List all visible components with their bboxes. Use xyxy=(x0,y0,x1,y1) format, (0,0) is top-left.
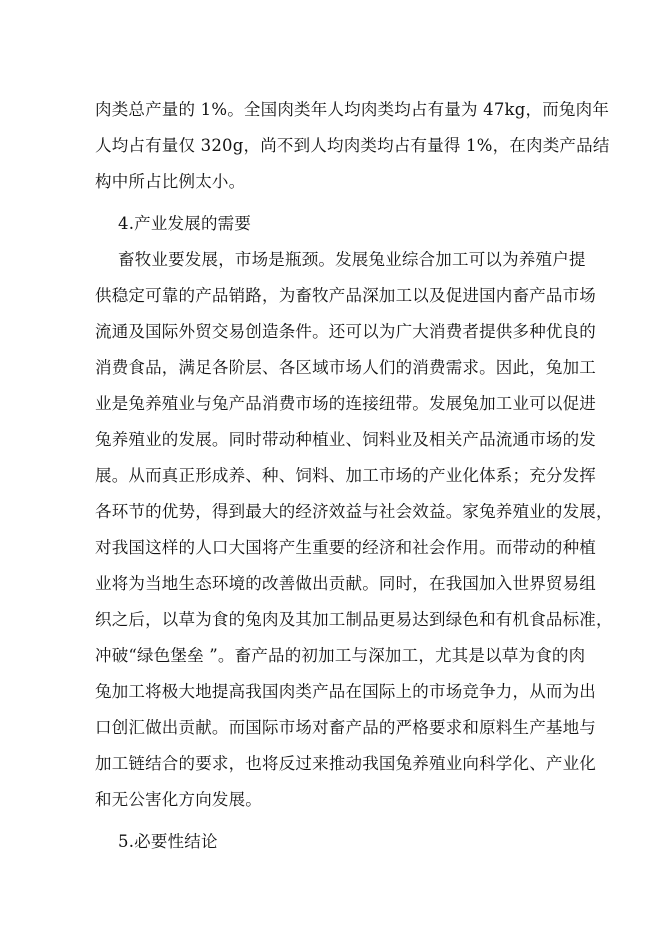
paragraph-line: 业将为当地生态环境的改善做出贡献。同时，在我国加入世界贸易组 xyxy=(95,574,596,593)
paragraph-line: 业是兔养殖业与兔产品消费市场的连接纽带。发展兔加工业可以促进 xyxy=(95,394,596,413)
paragraph-line: 供稳定可靠的产品销路，为畜牧产品深加工以及促进国内畜产品市场 xyxy=(95,286,596,305)
paragraph-line: 和无公害化方向发展。 xyxy=(95,790,262,809)
paragraph-line: 流通及国际外贸交易创造条件。还可以为广大消费者提供多种优良的 xyxy=(95,322,596,341)
paragraph-line: 各环节的优势，得到最大的经济效益与社会效益。家兔养殖业的发展， xyxy=(95,502,613,521)
paragraph-line: 冲破“绿色堡垒 ”。畜产品的初加工与深加工，尤其是以草为食的肉 xyxy=(95,646,586,665)
paragraph-line: 加工链结合的要求，也将反过来推动我国兔养殖业向科学化、产业化 xyxy=(95,754,596,773)
section-5-heading: 5.必要性结论 xyxy=(118,832,218,851)
paragraph-line: 人均占有量仅 320g，尚不到人均肉类均占有量得 1%，在肉类产品结 xyxy=(95,136,610,155)
section-4-heading: 4.产业发展的需要 xyxy=(118,214,252,233)
paragraph-line: 织之后，以草为食的兔肉及其加工制品更易达到绿色和有机食品标准， xyxy=(95,610,613,629)
paragraph-line: 兔加工将极大地提高我国肉类产品在国际上的市场竞争力，从而为出 xyxy=(95,682,596,701)
paragraph-line: 消费食品，满足各阶层、各区域市场人们的消费需求。因此，兔加工 xyxy=(95,358,596,377)
paragraph-line: 肉类总产量的 1%。全国肉类年人均肉类均占有量为 47kg，而兔肉年 xyxy=(95,100,610,119)
paragraph-line: 对我国这样的人口大国将产生重要的经济和社会作用。而带动的种植 xyxy=(95,538,596,557)
paragraph-line: 兔养殖业的发展。同时带动种植业、饲料业及相关产品流通市场的发 xyxy=(95,430,596,449)
paragraph-line: 展。从而真正形成养、种、饲料、加工市场的产业化体系；充分发挥 xyxy=(95,466,596,485)
paragraph-line: 口创汇做出贡献。而国际市场对畜产品的严格要求和原料生产基地与 xyxy=(95,718,596,737)
paragraph-line: 畜牧业要发展，市场是瓶颈。发展兔业综合加工可以为养殖户提 xyxy=(118,250,586,269)
paragraph-line: 构中所占比例太小。 xyxy=(95,172,246,191)
